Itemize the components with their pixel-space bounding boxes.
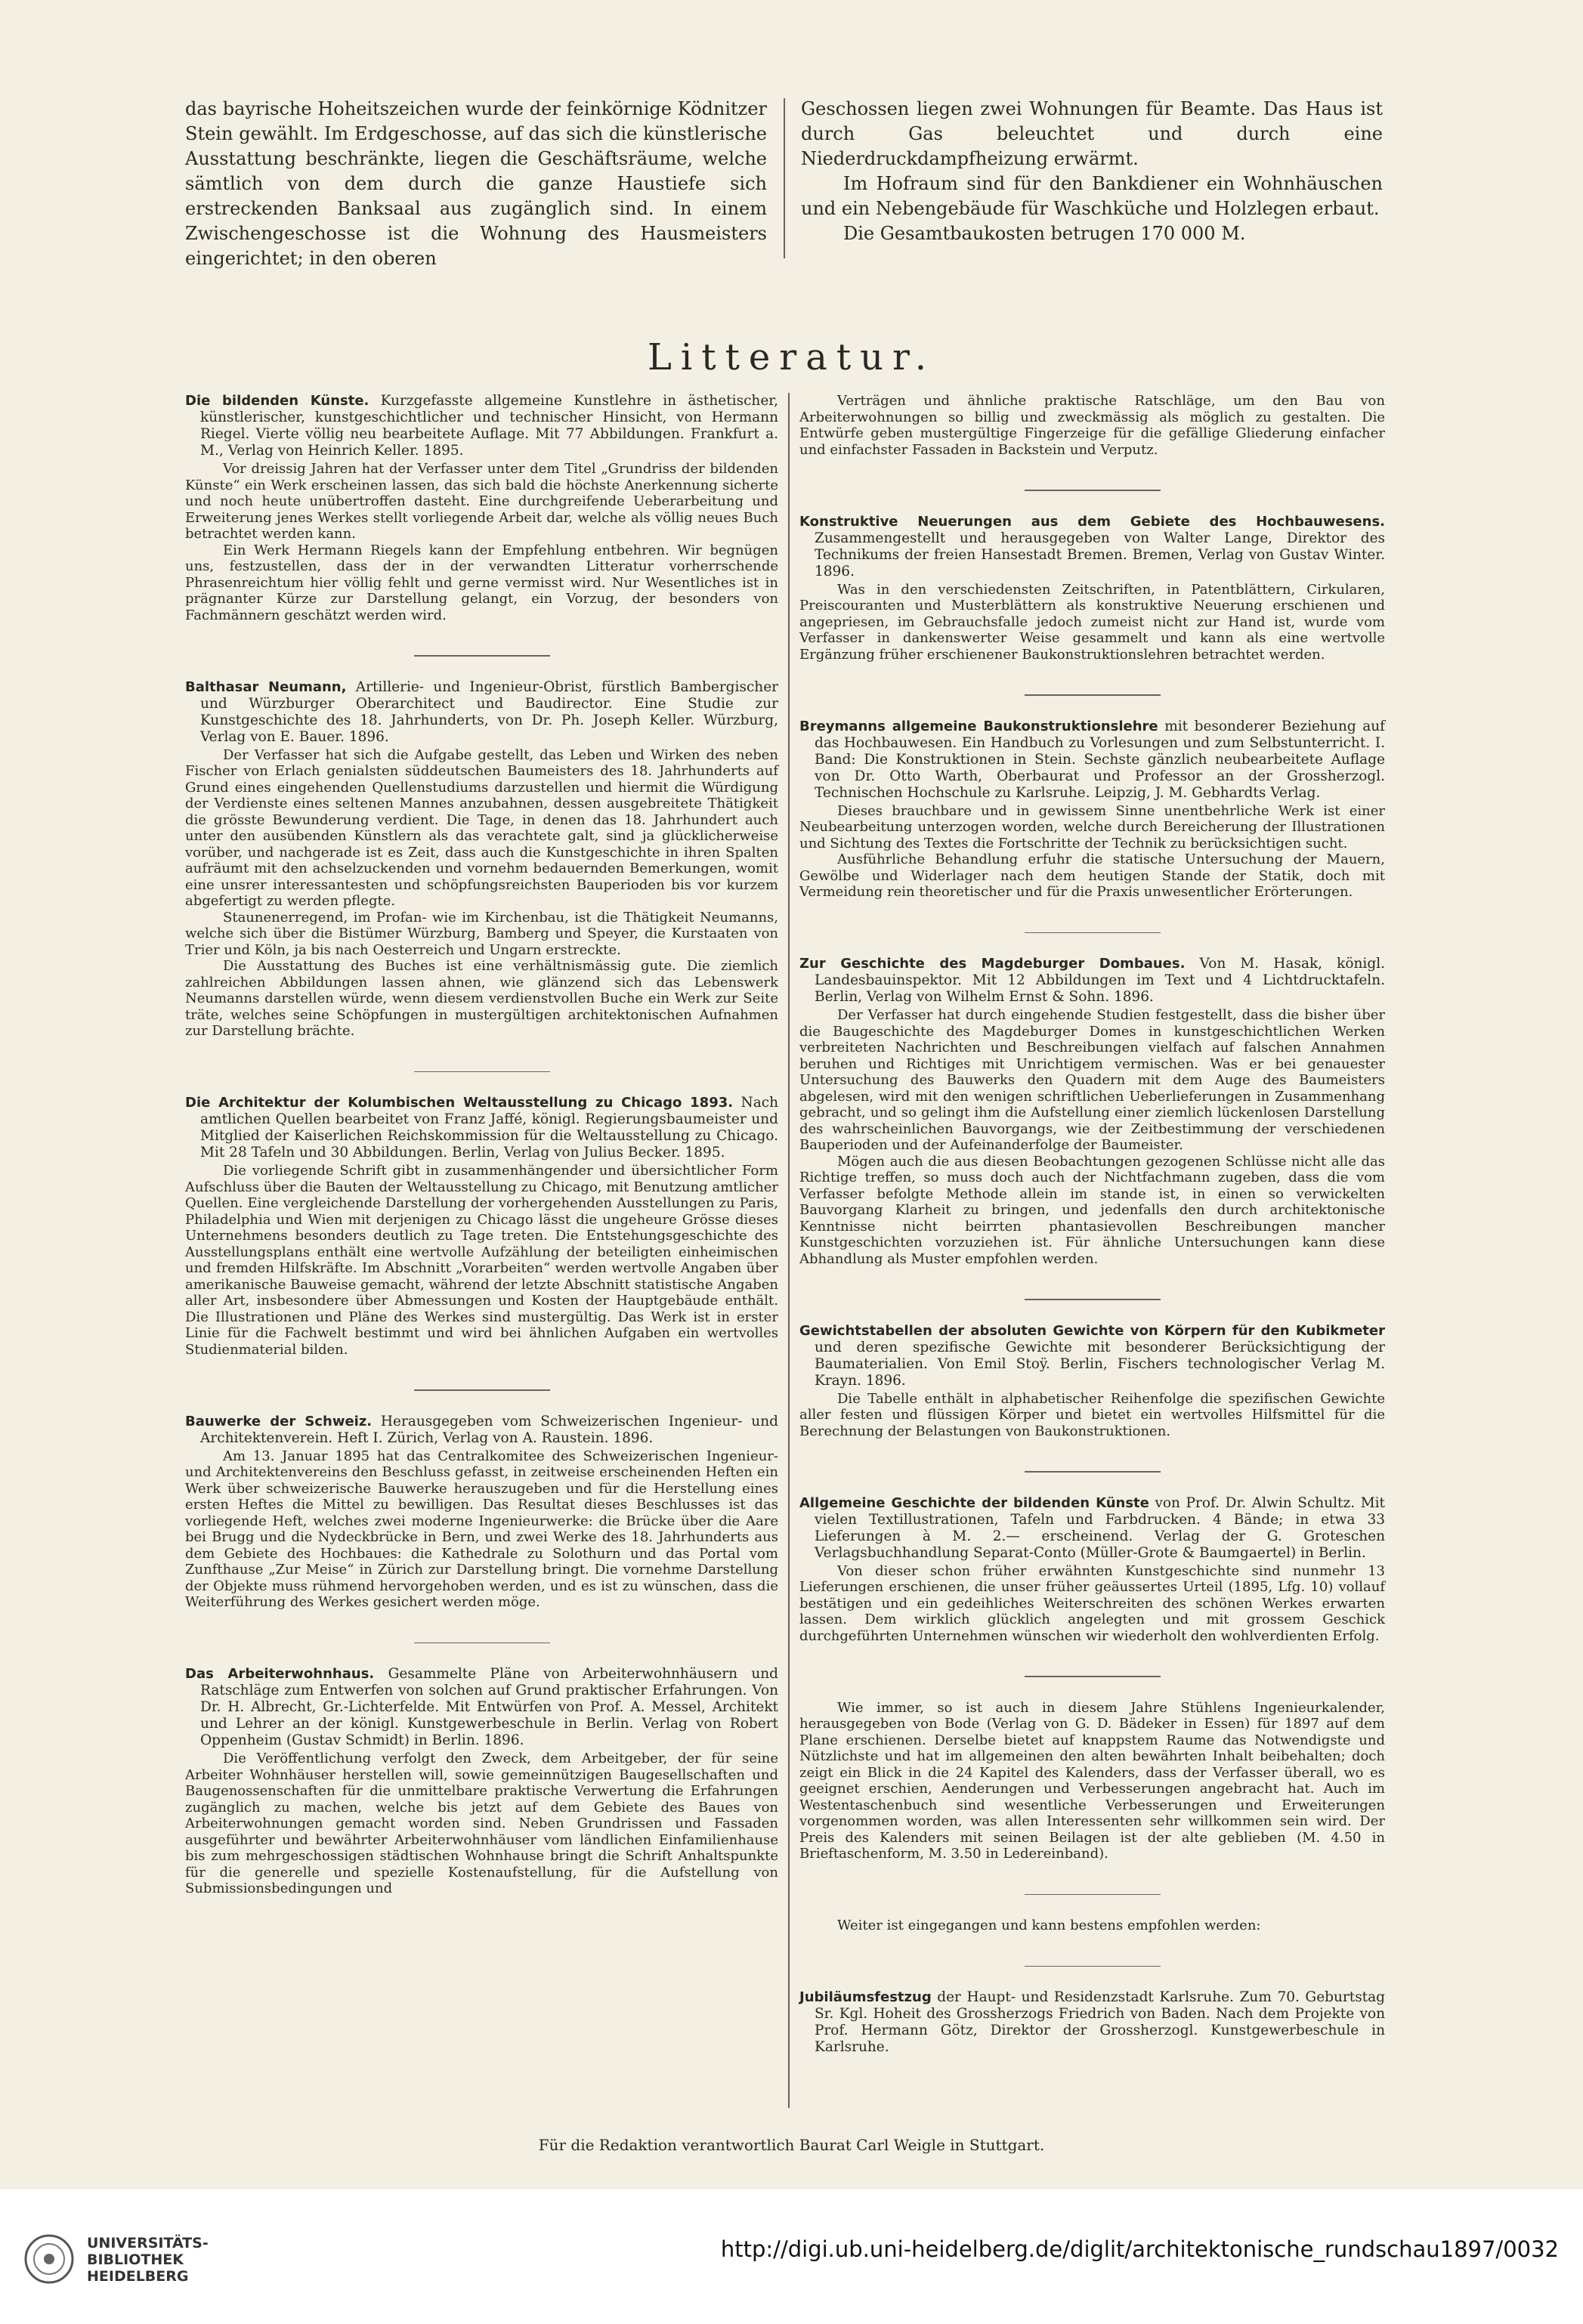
review-entry (185, 1414, 778, 1611)
editorial-note: Für die Redaktion verantwortlich Baurat Carl Weigle in Stuttgart. (538, 2136, 1045, 2154)
review-entry (799, 1700, 1385, 1862)
entry-bibliographic-details: von Prof. Dr. Alwin Schultz. Mit vielen Textillustrationen, Tafeln und Farbdrucken. 4 Bände; in etwa 33 Lieferungen à M. 2.— erscheinend. Verlag der G. Groteschen Verlagsbuchhandlung Separat-Conto (Müller-Grote & Baumgaertel) in Berlin. (815, 1494, 1385, 1561)
entry-separator (1025, 490, 1161, 491)
entry-bibliographic-details: und deren spezifische Gewichte mit besonderer Berücksichtigung der Baumaterialien. Von Emil Stoÿ. Berlin, Fischers technologischer Verlag M. Krayn. 1896. (815, 1339, 1385, 1389)
entry-heading (185, 393, 778, 459)
entry-bibliographic-details: Nach amtlichen Quellen bearbeitet von Franz Jaffé, königl. Regierungsbaumeister und Mitglied der Kaiserlichen Reichskommission für die Weltausstellung zu Chicago. Mit 28 Tafeln und 30 Abbildungen. Berlin, Verlag von Julius Becker. 1895. (200, 1095, 778, 1160)
entry-separator (414, 1389, 550, 1391)
entry-heading (185, 1666, 778, 1749)
entry-paragraph: Dieses brauchbare und in gewissem Sinne unentbehrliche Werk ist einer Neubearbeitung unterzogen worden, welche durch Bereicherung der Illustrationen und Sichtung des Textes die Fortschritte der Technik zu berücksichtigen sucht. (799, 802, 1385, 851)
entry-separator (414, 655, 550, 657)
entry-title: Das Arbeiterwohnhaus. (185, 1666, 375, 1682)
entry-separator (1025, 1894, 1161, 1896)
entry-bibliographic-details: Zusammengestellt und herausgegeben von Walter Lange, Direktor des Technikums der freien Hansestadt Bremen. Bremen, Verlag von Gustav Winter. 1896. (815, 530, 1385, 579)
top-left-paragraph: das bayrische Hoheitszeichen wurde der feinkörnige Ködnitzer Stein gewählt. Im Erdgeschosse, auf das sich die künstlerische Ausstattung beschränkte, liegen die Geschäftsräume, welche sämtlich von dem durch die ganze Haustiefe sich erstreckenden Banksaal aus zugänglich sind. In einem Zwischengeschosse ist die Wohnung des Hausmeisters eingerichtet; in den oberen (185, 98, 767, 269)
review-entry (799, 1918, 1385, 1934)
review-entry (799, 956, 1385, 1267)
entry-paragraph: Der Verfasser hat sich die Aufgabe gestellt, das Leben und Wirken des neben Fischer von Erlach genialsten süddeutschen Baumeisters des 18. Jahrhunderts auf Grund eines eingehenden Quellenstudiums darzustellen und hiermit die Würdigung der Verdienste eines seltenen Mannes anzubahnen, dessen ausgebreitete Thätigkeit die grösste Bewunderung verdient. Die Tage, in denen das 18. Jahrhundert auch unter den ausübenden Künstlern als das verachtete galt, sind ja glücklicherweise vorüber, und nachgerade ist es Zeit, dass auch die Kunstgeschichte in ihren Spalten aufräumt mit den achselzuckenden und vornehm bedauernden Bemerkungen, womit eine unsrer interessantesten und schöpfungsreichsten Bauperioden bis vor kurzem abgefertigt zu werden pflegte. (185, 746, 778, 909)
entry-heading (799, 1323, 1385, 1389)
university-seal-icon (23, 2233, 76, 2285)
review-entry (185, 1095, 778, 1358)
entry-title: Bauwerke der Schweiz. (185, 1413, 373, 1429)
entry-title: Allgemeine Geschichte der bildenden Künste (799, 1494, 1149, 1511)
entry-paragraph: Die Tabelle enthält in alphabetischer Reihenfolge die spezifischen Gewichte aller festen und flüssigen Körper und bietet ein wertvolles Hilfsmittel für die Berechnung der Belastungen von Baukonstruktionen. (799, 1390, 1385, 1439)
entry-bibliographic-details: der Haupt- und Residenzstadt Karlsruhe. Zum 70. Geburtstag Sr. Kgl. Hoheit des Grossherzogs Friedrich von Baden. Nach dem Projekte von Prof. Hermann Götz, Direktor der Grossherzogl. Kunstgewerbeschule in Karlsruhe. (815, 1989, 1385, 2055)
entry-paragraph: Mögen auch die aus diesen Beobachtungen gezogenen Schlüsse nicht alle das Richtige treffen, so muss doch auch der Nichtfachmann zugeben, dass die vom Verfasser befolgte Methode allein im stande ist, in einen so verwickelten Bauvorgang Klarheit zu bringen, und jedenfalls den durch architektonische Kenntnisse nicht beirrten phantasievollen Beschreibungen mancher Kunstgeschichten vorzuziehen ist. Für ähnliche Untersuchungen kann diese Abhandlung als Muster empfohlen werden. (799, 1153, 1385, 1267)
review-entry (185, 393, 778, 623)
top-right-paragraph-2: Im Hofraum sind für den Bankdiener ein Wohnhäuschen und ein Nebengebäude für Waschküche und Holzlegen erbaut. (801, 173, 1383, 219)
entry-bibliographic-details: Artillerie- und Ingenieur-Obrist, fürstlich Bambergischer und Würzburger Oberarchitect und Baudirector. Eine Studie zur Kunstgeschichte des 18. Jahrhunderts, von Dr. Ph. Joseph Keller. Würzburg, Verlag von E. Bauer. 1896. (200, 678, 779, 745)
entry-separator (1025, 1471, 1161, 1473)
library-name-line1: UNIVERSITÄTS- (87, 2235, 209, 2251)
review-entry (185, 1666, 778, 1897)
top-column-divider (784, 98, 785, 258)
left-review-column (185, 393, 778, 1929)
entry-title: Gewichtstabellen der absoluten Gewichte von Körpern für den Kubikmeter (799, 1322, 1385, 1339)
entry-title: Breymanns allgemeine Baukonstruktionslehre (799, 718, 1158, 734)
entry-title: Konstruktive Neuerungen aus dem Gebiete des Hochbauwesens. (799, 513, 1385, 530)
entry-separator (1025, 1676, 1161, 1677)
entry-heading (799, 1495, 1385, 1562)
review-entry (799, 719, 1385, 901)
entry-paragraph: Der Verfasser hat durch eingehende Studien festgestellt, dass die bisher über die Baugeschichte des Magdeburger Domes in kunstgeschichtlichen Werken verbreiteten Nachrichten und Beschreibungen vielfach auf falschen Annahmen beruhen und Richtiges mit Unrichtigem vermischen. Was er bei genauester Untersuchung des Bauwerks den Quadern mit dem Auge des Baumeisters abgelesen, wird mit den wenigen schriftlichen Ueberlieferungen in Zusammenhang gebracht, und so gelingt ihm die Aufstellung einer ziemlich lückenlosen Darstellung des wahrscheinlichen Bauvorgangs, wie der Zeitbestimmung der verschiedenen Bauperioden und der Aufeinanderfolge der Baumeister. (799, 1007, 1385, 1153)
entry-title: Jubiläumsfestzug (799, 1989, 932, 2005)
entry-separator (1025, 1966, 1161, 1967)
entry-separator (414, 1071, 550, 1073)
library-name (87, 2235, 209, 2285)
entry-title: Die Architektur der Kolumbischen Weltausstellung zu Chicago 1893. (185, 1095, 734, 1111)
section-heading: Litteratur. (648, 336, 935, 379)
entry-paragraph: Vor dreissig Jahren hat der Verfasser unter dem Titel „Grundriss der bildenden Künste“ ein Werk erscheinen lassen, das sich bald die höchste Anerkennung sicherte und noch heute unübertroffen dasteht. Eine durchgreifende Ueberarbeitung und Erweiterung jenes Werkes stellt vorliegende Arbeit dar, welche als völlig neues Buch betrachtet werden kann. (185, 461, 778, 542)
entry-paragraph: Von dieser schon früher erwähnten Kunstgeschichte sind nunmehr 13 Lieferungen erschienen, die unser früher geäussertes Urteil (1895, Lfg. 10) vollauf bestätigen und ein gedeihliches Weiterschreiten des schönen Werkes erwarten lassen. Dem wirklich glücklich angelegten und mit grossem Geschick durchgeführten Unternehmen wünschen wir wiederholt den wohlverdienten Erfolg. (799, 1562, 1385, 1644)
review-entry (185, 679, 778, 1040)
entry-heading (185, 1095, 778, 1161)
review-entry (799, 393, 1385, 458)
top-right-paragraph-1: Geschossen liegen zwei Wohnungen für Beamte. Das Haus ist durch Gas beleuchtet und durch eine Niederdruckdampfheizung erwärmt. (801, 98, 1383, 169)
entry-paragraph: Staunenerregend, im Profan- wie im Kirchenbau, ist die Thätigkeit Neumanns, welche sich über die Bistümer Würzburg, Bamberg und Speyer, die Kurstaaten von Trier und Köln, ja bis nach Oesterreich und Ungarn erstreckte. (185, 909, 778, 958)
entry-separator (1025, 1299, 1161, 1300)
entry-paragraph: Verträgen und ähnliche praktische Ratschläge, um den Bau von Arbeiterwohnungen so billig und zweckmässig als möglich zu gestalten. Die Entwürfe geben mustergültige Fingerzeige für die gefällige Gliederung einfacher und einfachster Fassaden in Backstein und Verputz. (799, 393, 1385, 458)
source-url-link[interactable]: http://digi.ub.uni-heidelberg.de/diglit/architektonische_rundschau1897/0032 (720, 2236, 1559, 2262)
entry-paragraph: Die Veröffentlichung verfolgt den Zweck, dem Arbeitgeber, der für seine Arbeiter Wohnhäuser herstellen will, sowie gemeinnützigen Baugesellschaften und Baugenossenschaften für die unmittelbare praktische Verwertung die Erfahrungen zugänglich zu machen, welche bis jetzt auf dem Gebiete des Baues von Arbeiterwohnungen gemacht worden sind. Neben Grundrissen und Fassaden ausgeführter und bewährter Arbeiterwohnhäuser vom ländlichen Einfamilienhause bis zum mehrgeschossigen städtischen Wohnhause bringt die Schrift Anhaltspunkte für die generelle und spezielle Kostenaufstellung, für die Aufstellung von Submissionsbedingungen und (185, 1751, 778, 1896)
main-column-divider (788, 393, 790, 2108)
entry-bibliographic-details: mit besonderer Beziehung auf das Hochbauwesen. Ein Handbuch zu Vorlesungen und zum Selbstunterricht. I. Band: Die Konstruktionen in Stein. Sechste gänzlich neubearbeitete Auflage von Dr. Otto Warth, Oberbaurat und Professor an der Grossherzogl. Technischen Hochschule zu Karlsruhe. Leipzig, J. M. Gebhardts Verlag. (815, 718, 1385, 801)
entry-paragraph: Ausführliche Behandlung erfuhr die statische Untersuchung der Mauern, Gewölbe und Widerlager nach dem heutigen Stande der Statik, doch mit Vermeidung rein theoretischer und für die Praxis unwesentlicher Erörterungen. (799, 851, 1385, 900)
entry-heading (799, 956, 1385, 1006)
entry-bibliographic-details: Herausgegeben vom Schweizerischen Ingenieur- und Architektenverein. Heft I. Zürich, Verlag von A. Raustein. 1896. (200, 1413, 778, 1446)
entry-heading (185, 1414, 778, 1447)
entry-heading (799, 719, 1385, 802)
entry-separator (414, 1643, 550, 1644)
entry-separator (1025, 932, 1161, 934)
review-entry (799, 1495, 1385, 1645)
entry-paragraph: Die vorliegende Schrift gibt in zusammenhängender und übersichtlicher Form Aufschluss über die Bauten der Weltausstellung zu Chicago, mit Benutzung amtlicher Quellen. Eine vergleichende Darstellung der vorhergehenden Ausstellungen zu Paris, Philadelphia und Wien mit derjenigen zu Chicago lässt die ungeheure Grösse dieses Unternehmens besonders deutlich zu Tage treten. Die Entstehungsgeschichte des Ausstellungsplans enthält eine wertvolle Aufzählung der beteiligten einheimischen und fremden Hilfskräfte. Im Abschnitt „Vorarbeiten“ werden wertvolle Angaben über amerikanische Bauweise gemacht, während der letzte Abschnitt statistische Angaben aller Art, insbesondere über Abmessungen und Kosten der Hauptgebäude enthält. Die Illustrationen und Pläne des Werkes sind mustergültig. Das Werk ist in erster Linie für die Fachwelt bestimmt und wird bei ähnlichen Aufgaben ein wertvolles Studienmaterial bilden. (185, 1163, 778, 1358)
entry-separator (1025, 694, 1161, 696)
entry-heading (185, 679, 778, 746)
library-name-line3: HEIDELBERG (87, 2268, 189, 2285)
entry-paragraph: Ein Werk Hermann Riegels kann der Empfehlung entbehren. Wir begnügen uns, festzustellen, dass der in der verwandten Litteratur vorherrschende Phrasenreichtum hier völlig fehlt und gerne vermisst wird. Nur Wesentliches ist in prägnanter Kürze zur Darstellung gelangt, ein Vorzug, der besonders von Fachmännern geschätzt werden wird. (185, 542, 778, 623)
entry-paragraph: Weiter ist eingegangen und kann bestens empfohlen werden: (837, 1918, 1261, 1933)
entry-title: Die bildenden Künste. (185, 393, 369, 409)
entry-paragraph: Am 13. Januar 1895 hat das Centralkomitee des Schweizerischen Ingenieur- und Architektenvereins den Beschluss gefasst, in zeitweise erscheinenden Heften ein Werk über schweizerische Bauwerke herauszugeben und für die Herstellung eines ersten Heftes die Mittel zu bewilligen. Das Resultat dieses Beschlusses ist das vorliegende Heft, welches zwei moderne Ingenieurwerke: die Brücke über die Aare bei Brugg und die Nydeckbrücke in Bern, und zwei Werke des 18. Jahrhunderts aus dem Gebiete des Hochbaues: die Kathedrale zu Solothurn und das Portal vom Zunfthause „Zur Meise“ in Zürich zur Darstellung bringt. Die vornehme Darstellung der Objekte muss rühmend hervorgehoben werden, und es ist zu wünschen, dass die Weiterführung des Werkes gesichert werden möge. (185, 1448, 778, 1610)
entry-title: Zur Geschichte des Magdeburger Dombaues. (799, 956, 1186, 972)
entry-bibliographic-details: Kurzgefasste allgemeine Kunstlehre in ästhetischer, künstlerischer, kunstgeschichtlicher und technischer Hinsicht, von Hermann Riegel. Vierte völlig neu bearbeitete Auflage. Mit 77 Abbildungen. Frankfurt a. M., Verlag von Heinrich Keller. 1895. (200, 393, 778, 459)
review-entry (799, 1989, 1385, 2056)
library-name-line2: BIBLIOTHEK (87, 2251, 184, 2268)
entry-bibliographic-details: Von M. Hasak, königl. Landesbauinspektor. Mit 12 Abbildungen im Text und 4 Lichtdrucktafeln. Berlin, Verlag von Wilhelm Ernst & Sohn. 1896. (815, 956, 1385, 1005)
entry-heading (799, 1989, 1385, 2056)
review-entry (799, 514, 1385, 663)
top-left-column (185, 97, 767, 271)
entry-title: Balthasar Neumann, (185, 678, 347, 695)
review-entry (799, 1323, 1385, 1440)
top-right-paragraph-3: Die Gesamtbaukosten betrugen 170 000 M. (843, 223, 1246, 244)
entry-bibliographic-details: Gesammelte Pläne von Arbeiterwohnhäusern und Ratschläge zum Entwerfen von solchen auf Grund praktischer Erfahrungen. Von Dr. H. Albrecht, Gr.-Lichterfelde. Mit Entwürfen von Prof. A. Messel, Architekt und Lehrer an der königl. Kunstgewerbeschule in Berlin. Verlag von Robert Oppenheim (Gustav Schmidt) in Berlin. 1896. (200, 1666, 779, 1748)
entry-paragraph: Wie immer, so ist auch in diesem Jahre Stühlens Ingenieurkalender, herausgegeben von Bode (Verlag von G. D. Bädeker in Essen) für 1897 auf dem Plane erschienen. Derselbe bietet auf knappstem Raume das Notwendigste und Nützlichste und hat im allgemeinen den alten bewährten Inhalt beibehalten; doch zeigt ein Blick in die 24 Kapitel des Kalenders, dass der Verfasser überall, wo es geeignet erschien, Aenderungen und Verbesserungen angebracht hat. Auch im Westentaschenbuch sind wesentliche Verbesserungen und Erweiterungen vorgenommen worden, was allen Interessenten sehr willkommen sein wird. Der Preis des Kalenders mit seinen Beilagen ist der alte geblieben (M. 4.50 in Brieftaschenform, M. 3.50 in Ledereinband). (799, 1699, 1385, 1862)
entry-paragraph: Die Ausstattung des Buches ist eine verhältnismässig gute. Die ziemlich zahlreichen Abbildungen lassen ahnen, wie glänzend sich das Lebenswerk Neumanns darstellen würde, wenn diesem verdienstvollen Buche ein Werk zur Seite träte, welches seine Schöpfungen in mustergültigen architektonischen Aufnahmen zur Darstellung brächte. (185, 958, 778, 1039)
top-right-column (801, 97, 1383, 246)
right-review-column (799, 393, 1385, 2088)
entry-paragraph: Was in den verschiedensten Zeitschriften, in Patentblättern, Cirkularen, Preiscouranten und Musterblättern als konstruktive Neuerung erschienen und angepriesen, im Gebrauchsfalle jedoch zumeist nicht zur Hand ist, wurde vom Verfasser in dankenswerter Weise gesammelt und kann als eine wertvolle Ergänzung früher erschienener Baukonstruktionslehren betrachtet werden. (799, 581, 1385, 663)
entry-heading (799, 514, 1385, 580)
